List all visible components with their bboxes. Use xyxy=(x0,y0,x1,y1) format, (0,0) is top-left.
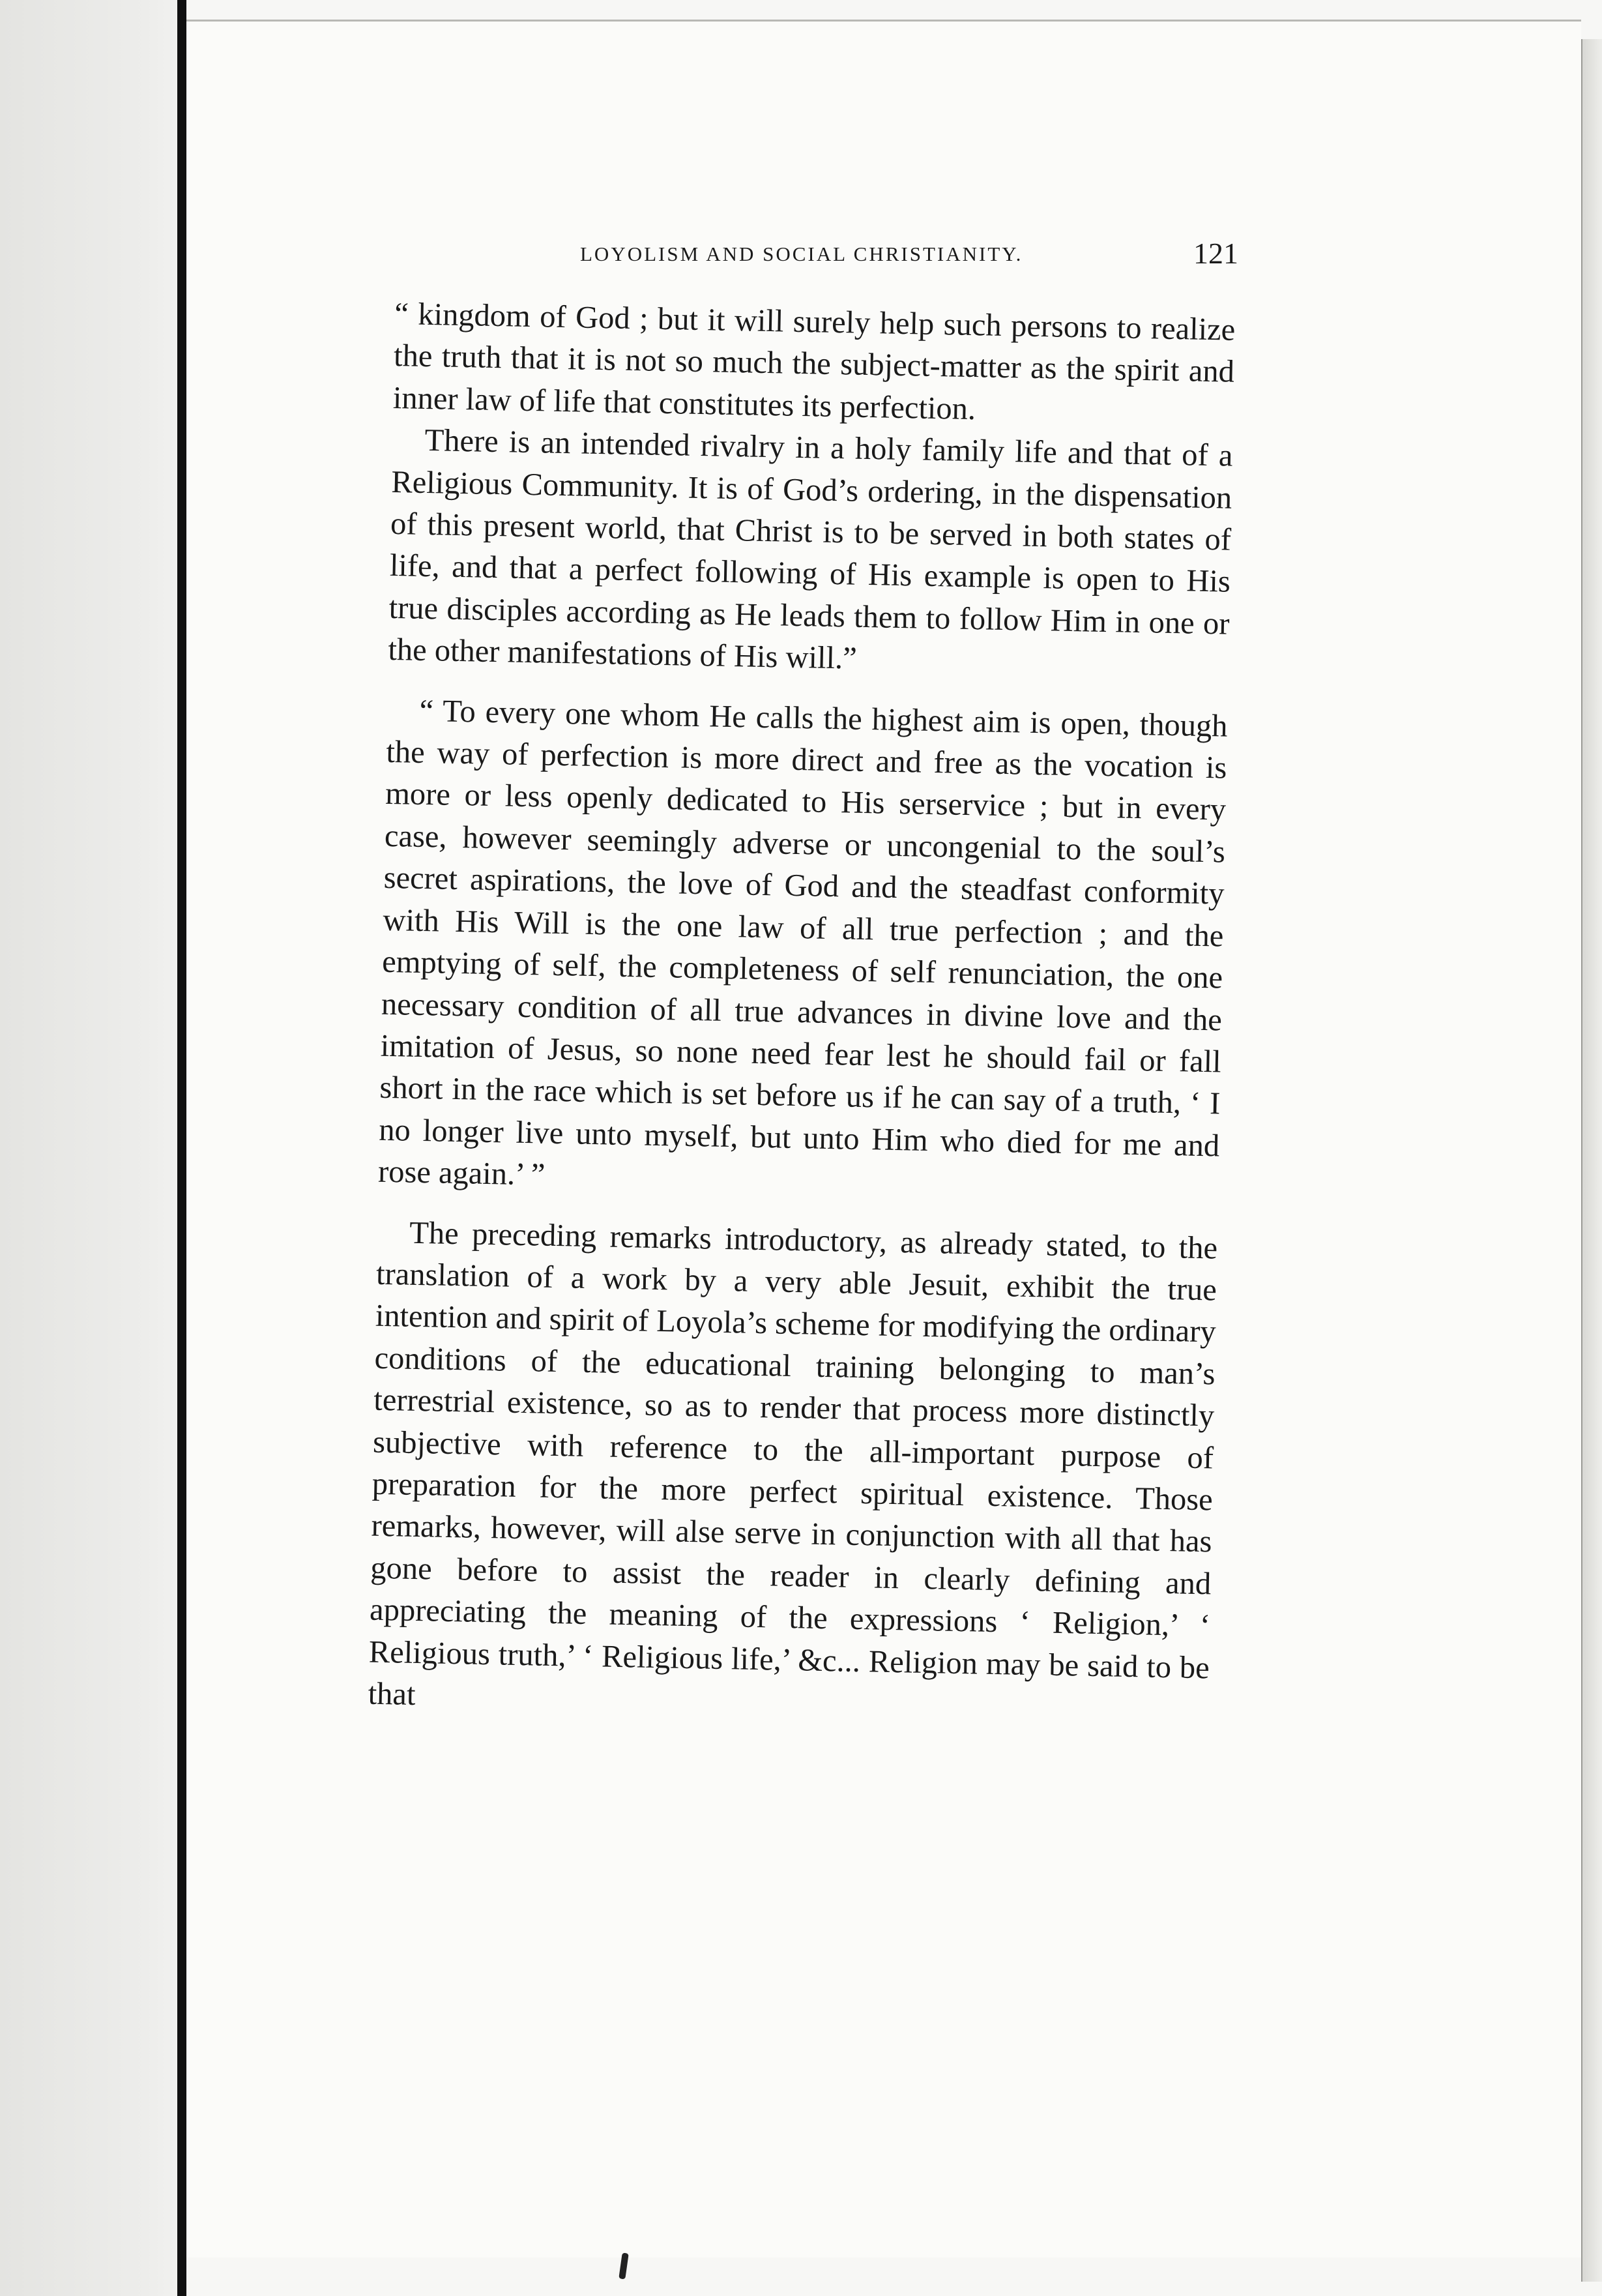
body-text xyxy=(368,293,1236,1731)
paragraph: The preceding remarks introductory, as already stated, to the translation of a work by a very able Jesuit, exhibit the true intention and spirit of Loyola’s scheme for modifying the ordinary conditions of the educational training belonging to man’s terrestrial existence, so as to render that process more distinctly subjective with reference to the all-important purpose of preparation for the more perfect spiritual existence. Those remarks, however, will alse serve in conjunction with all that has gone before to assist the reader in clearly defining and appreciating the meaning of the expressions ‘ Religion,’ ‘ Religious truth,’ ‘ Religious life,’ &c... Religion may be said to be that xyxy=(368,1215,1218,1712)
paragraph: “ To every one whom He calls the highest aim is open, though the way of perfection is more direct and free as the vocation is more or less openly dedicated to His serservice ; but in every case, however seemingly adverse or uncongenial to the soul’s secret aspirations, the love of God and the steadfast conformity with His Will is the one law of all true perfection ; and the emptying of self, the completeness of self renunciation, the one necessary condition of all true advances in divine love and the imitation of Jesus, so none need fear lest he should fail or fall short in the race which is set before us if he can say of a truth, ‘ I no longer live unto myself, but unto Him who died for me and rose again.’ ” xyxy=(377,693,1229,1192)
binding-edge xyxy=(177,0,186,2296)
running-head: LOYOLISM AND SOCIAL CHRISTIANITY. xyxy=(580,243,1023,265)
page-stack-edge xyxy=(1581,39,1602,2282)
page-header xyxy=(404,236,1238,288)
binding-shadow xyxy=(0,0,182,2296)
paragraph: “ kingdom of God ; but it will surely help such persons to realize the truth that it is not so much the subject-matter as the spirit and inner law of life that constitutes its perfection. xyxy=(392,296,1236,426)
page-number: 121 xyxy=(1193,237,1238,270)
paragraph: There is an intended rivalry in a holy family life and that of a Religious Community. It is of God’s ordering, in the dispensation of this present world, that Christ is to be served in both states of life, and that a perfect following of His example is open to His true disciples according as He leads them to follow Him in one or the other manifestations of His will.” xyxy=(387,423,1233,676)
